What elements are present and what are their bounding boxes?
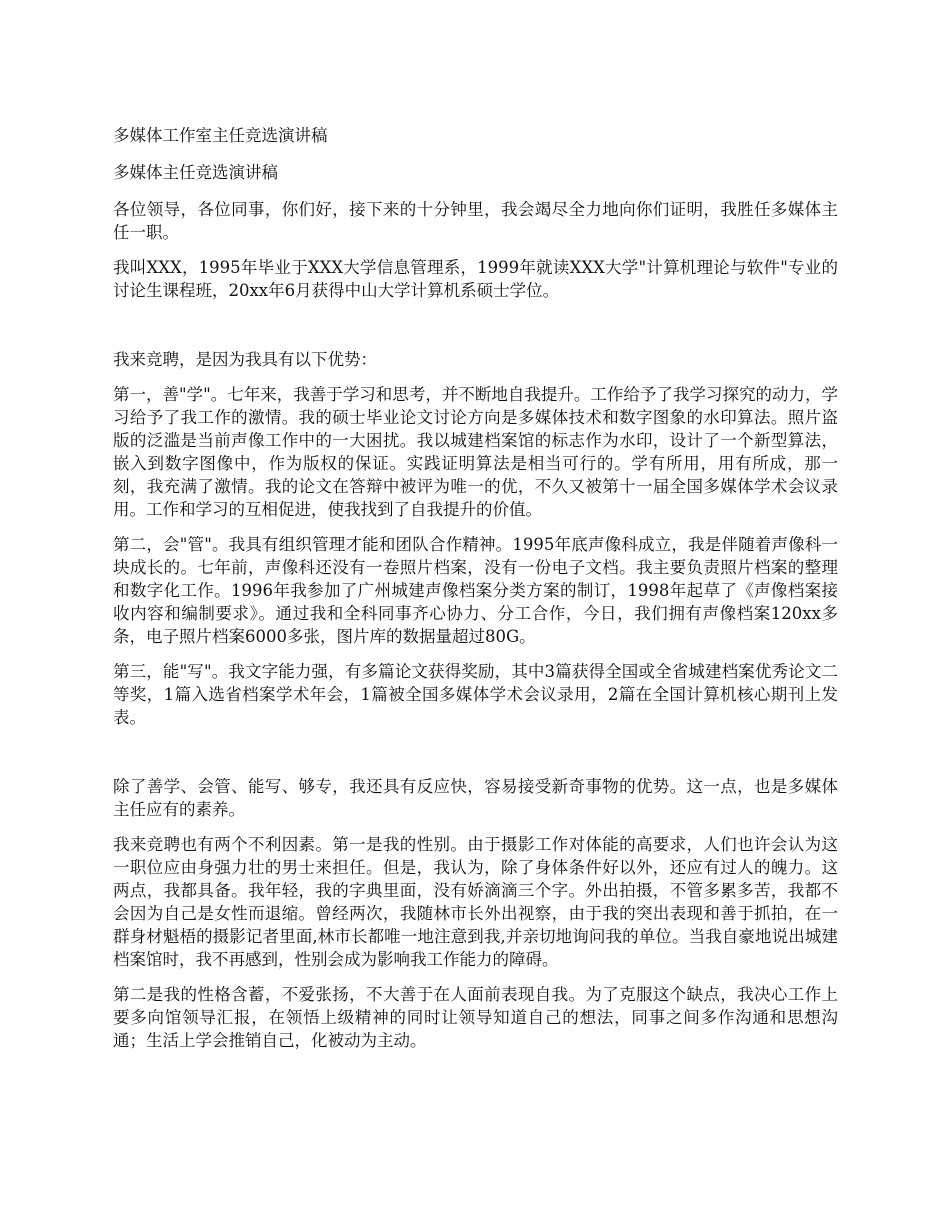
blank-spacer	[113, 741, 838, 775]
paragraph-disadvantage-gender: 我来竞聘也有两个不利因素。第一是我的性别。由于摄影工作对体能的高要求，人们也许会认为这一职位应由身强力壮的男士来担任。但是，我认为，除了身体条件好以外，还应有过人的魄力。这两点，我都具备。我年轻，我的字典里面，没有娇滴滴三个字。外出拍摄，不管多累多苦，我都不会因为自己是女性而退缩。曾经两次，我随林市长外出视察，由于我的突出表现和善于抓拍，在一群身材魁梧的摄影记者里面,林市长都唯一地注意到我,并亲切地询问我的单位。当我自豪地说出城建档案馆时，我不再感到，性别会成为影响我工作能力的障碍。	[113, 835, 838, 969]
paragraph-advantage-management: 第二，会"管"。我具有组织管理才能和团队合作精神。1995年底声像科成立，我是伴随着声像科一块成长的。七年前，声像科还没有一卷照片档案，没有一份电子文档。我主要负责照片档案的整理和数字化工作。1996年我参加了广州城建声像档案分类方案的制订，1998年起草了《声像档案接收内容和编制要求》。通过我和全科同事齐心协力、分工合作，今日，我们拥有声像档案120xx多条，电子照片档案6000多张，图片库的数据量超过80G。	[113, 535, 838, 646]
paragraph-disadvantage-personality: 第二是我的性格含蓄，不爱张扬，不大善于在人面前表现自我。为了克服这个缺点，我决心工作上要多向馆领导汇报，在领悟上级精神的同时让领导知道自己的想法，同事之间多作沟通和思想沟通；生活上学会推销自己，化被动为主动。	[113, 985, 838, 1050]
paragraph-other-advantages: 除了善学、会管、能写、够专，我还具有反应快，容易接受新奇事物的优势。这一点，也是多媒体主任应有的素养。	[113, 777, 838, 819]
paragraph-advantages-intro: 我来竞聘，是因为我具有以下优势：	[113, 350, 377, 369]
paragraph-advantage-writing: 第三，能"写"。我文字能力强，有多篇论文获得奖励，其中3篇获得全国或全省城建档案优秀论文二等奖，1篇入选省档案学术年会，1篇被全国多媒体学术会议录用，2篇在全国计算机核心期刊上发表。	[113, 662, 838, 727]
document-page	[113, 124, 838, 1064]
paragraph-advantage-learning: 第一，善"学"。七年来，我善于学习和思考，并不断地自我提升。工作给予了我学习探究的动力，学习给予了我工作的激情。我的硕士毕业论文讨论方向是多媒体技术和数字图象的水印算法。照片盗版的泛滥是当前声像工作中的一大困扰。我以城建档案馆的标志作为水印，设计了一个新型算法，嵌入到数字图像中，作为版权的保证。实践证明算法是相当可行的。学有所用，用有所成，那一刻，我充满了激情。我的论文在答辩中被评为唯一的优，不久又被第十一届全国多媒体学术会议录用。工作和学习的互相促进，使我找到了自我提升的价值。	[113, 385, 838, 519]
paragraph-introduction: 我叫XXX，1995年毕业于XXX大学信息管理系，1999年就读XXX大学"计算机理论与软件"专业的讨论生课程班，20xx年6月获得中山大学计算机系硕士学位。	[113, 258, 838, 300]
document-title: 多媒体工作室主任竞选演讲稿	[113, 126, 328, 145]
blank-spacer	[113, 314, 838, 348]
document-subtitle: 多媒体主任竞选演讲稿	[113, 163, 278, 182]
paragraph-greeting: 各位领导，各位同事，你们好，接下来的十分钟里，我会竭尽全力地向你们证明，我胜任多媒体主任一职。	[113, 200, 838, 242]
